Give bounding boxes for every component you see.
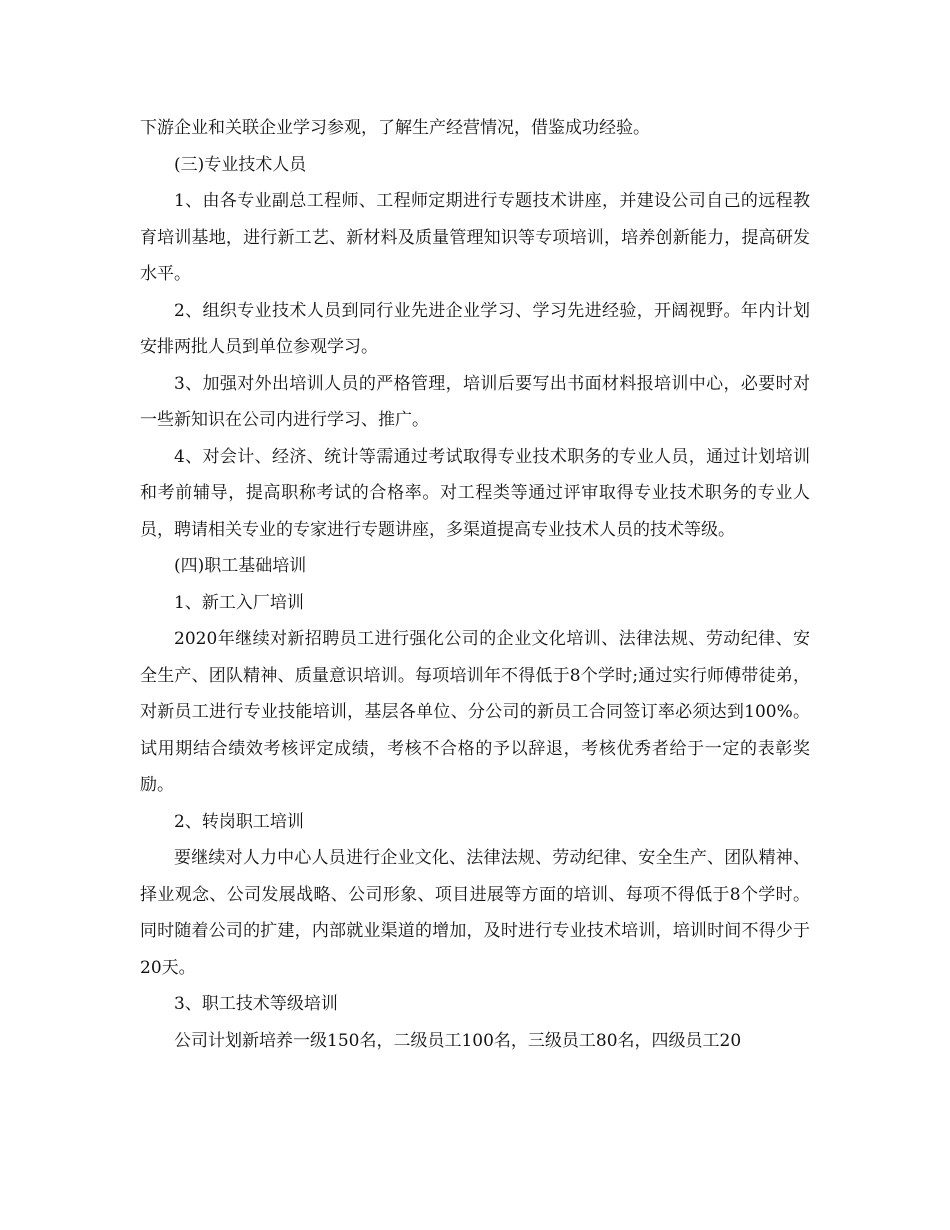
- subheading-transfer-training: 2、转岗职工培训: [174, 811, 304, 832]
- paragraph-skill-level-training: 公司计划新培养一级150名，二级员工100名，三级员工80名，四级员工20: [174, 1030, 742, 1051]
- paragraph-item-4: 4、对会计、经济、统计等需通过考试取得专业技术职务的专业人员，通过计划培训和考前辅导，提高职称考试的合格率。对工程类等通过评审取得专业技术职务的专业人员，聘请相关专业的专家进行专题讲座，多渠道提高专业技术人员的技术等级。: [140, 446, 810, 540]
- paragraph-transfer-training: 要继续对人力中心人员进行企业文化、法律法规、劳动纪律、安全生产、团队精神、择业观念、公司发展战略、公司形象、项目进展等方面的培训、每项不得低于8个学时。同时随着公司的扩建，内部就业渠道的增加，及时进行专业技术培训，培训时间不得少于20天。: [140, 848, 810, 978]
- paragraph-item-1: 1、由各专业副总工程师、工程师定期进行专题技术讲座，并建设公司自己的远程教育培训基地，进行新工艺、新材料及质量管理知识等专项培训，培养创新能力，提高研发水平。: [140, 191, 810, 284]
- paragraph-item-2: 2、组织专业技术人员到同行业先进企业学习、学习先进经验，开阔视野。年内计划安排两批人员到单位参观学习。: [140, 300, 810, 357]
- paragraph-continuation: 下游企业和关联企业学习参观，了解生产经营情况，借鉴成功经验。: [140, 118, 650, 138]
- section-heading-professional-staff: (三)专业技术人员: [174, 154, 307, 175]
- section-heading-basic-training: (四)职工基础培训: [174, 556, 307, 576]
- paragraph-item-3: 3、加强对外出培训人员的严格管理，培训后要写出书面材料报培训中心，必要时对一些新知识在公司内进行学习、推广。: [140, 373, 810, 430]
- paragraph-new-hire-training: 2020年继续对新招聘员工进行强化公司的企业文化培训、法律法规、劳动纪律、安全生产、团队精神、质量意识培训。每项培训年不得低于8个学时;通过实行师傅带徒弟，对新员工进行专业技能培训，基层各单位、分公司的新员工合同签订率必须达到100%。试用期结合绩效考核评定成绩，考核不合格的予以辞退，考核优秀者给于一定的表彰奖励。: [140, 629, 810, 795]
- subheading-skill-level-training: 3、职工技术等级培训: [174, 994, 338, 1014]
- document-body: [140, 110, 810, 1059]
- subheading-new-hire-training: 1、新工入厂培训: [174, 592, 304, 613]
